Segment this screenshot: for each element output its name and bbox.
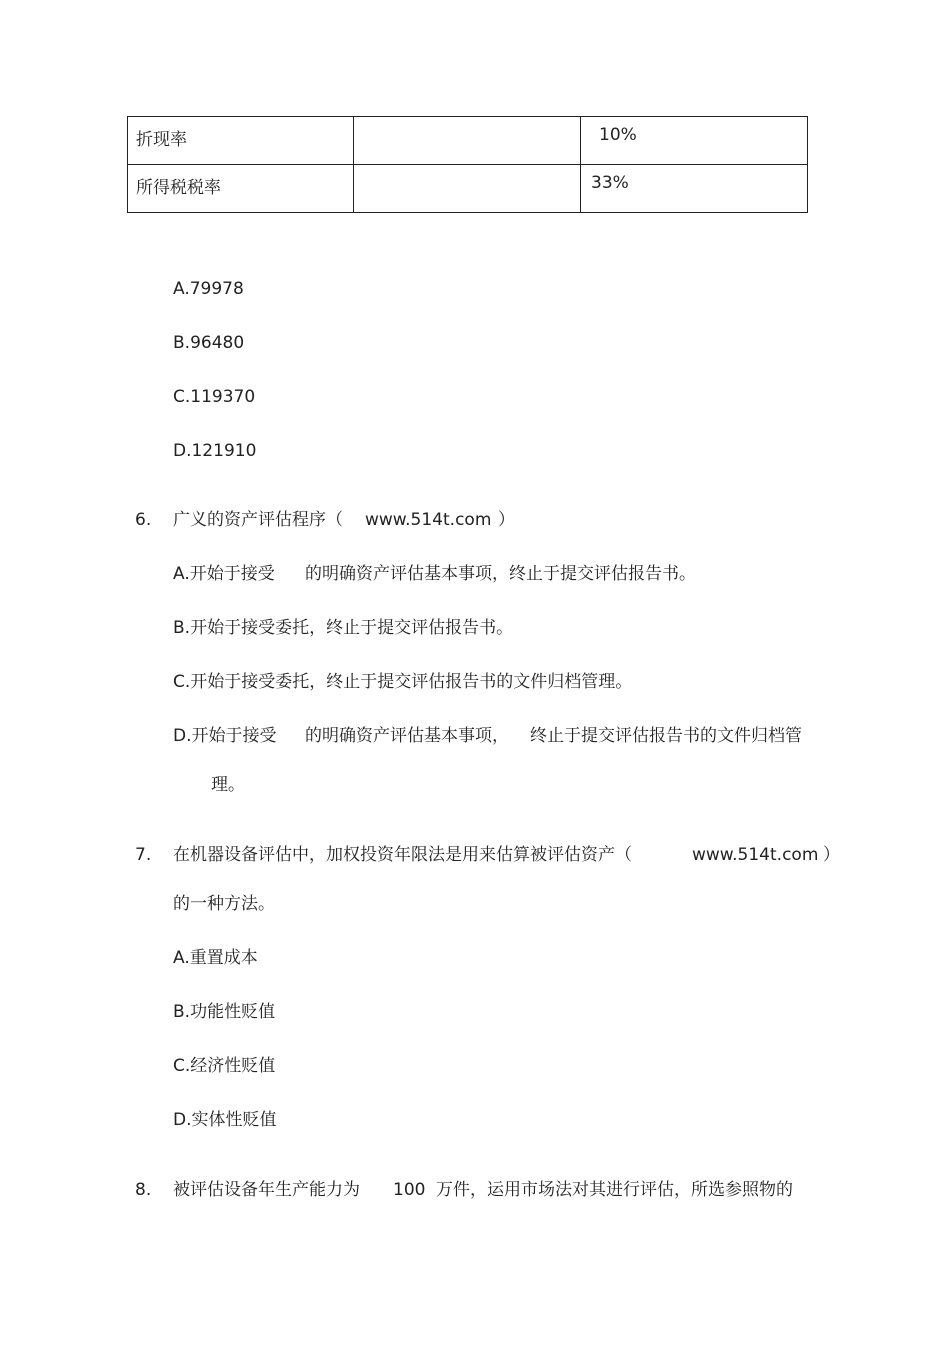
row-value: 33% xyxy=(581,165,808,213)
q5-option-c: C.119370 xyxy=(173,387,256,407)
q6-stem: 广义的资产评估程序（ xyxy=(173,510,343,530)
q5-option-d: D.121910 xyxy=(173,441,257,461)
q7-number: 7. xyxy=(135,845,152,865)
q7-stem: 在机器设备评估中，加权投资年限法是用来估算被评估资产（ xyxy=(173,845,632,865)
row-middle xyxy=(354,165,581,213)
q8-stem-part2: 万件，运用市场法对其进行评估，所选参照物的 xyxy=(436,1180,793,1200)
q6-option-d-part2: 的明确资产评估基本事项， xyxy=(305,726,509,746)
table-row xyxy=(128,117,808,165)
q6-option-b: B.开始于接受委托，终止于提交评估报告书。 xyxy=(173,618,514,638)
q7-option-a: A.重置成本 xyxy=(173,948,258,968)
q5-option-b: B.96480 xyxy=(173,333,245,353)
q8-stem-part1: 被评估设备年生产能力为 xyxy=(173,1180,360,1200)
q8-number: 8. xyxy=(135,1180,152,1200)
q6-reference: www.514t.com xyxy=(365,510,492,530)
q6-option-a-part2: 的明确资产评估基本事项，终止于提交评估报告书。 xyxy=(305,564,696,584)
q7-close-paren: ） xyxy=(823,845,840,865)
q7-stem-continuation: 的一种方法。 xyxy=(173,894,275,914)
q6-option-d-part3: 终止于提交评估报告书的文件归档管 xyxy=(530,726,802,746)
q7-option-b: B.功能性贬值 xyxy=(173,1002,276,1022)
q5-option-a: A.79978 xyxy=(173,279,244,299)
q7-reference: www.514t.com xyxy=(692,845,819,865)
q7-option-c: C.经济性贬值 xyxy=(173,1056,276,1076)
table-row xyxy=(128,165,808,213)
q6-option-a-part1: A.开始于接受 xyxy=(173,564,275,584)
q6-option-d-continuation: 理。 xyxy=(211,775,245,795)
q6-close-paren: ） xyxy=(498,510,515,530)
row-value: 10% xyxy=(581,117,808,165)
q6-number: 6. xyxy=(135,510,152,530)
parameter-table xyxy=(127,116,808,213)
q8-capacity-number: 100 xyxy=(393,1180,426,1200)
row-label: 折现率 xyxy=(128,117,354,165)
q6-option-d-part1: D.开始于接受 xyxy=(173,726,277,746)
q7-option-d: D.实体性贬值 xyxy=(173,1110,277,1130)
row-middle xyxy=(354,117,581,165)
q6-option-c: C.开始于接受委托，终止于提交评估报告书的文件归档管理。 xyxy=(173,672,633,692)
row-label: 所得税税率 xyxy=(128,165,354,213)
